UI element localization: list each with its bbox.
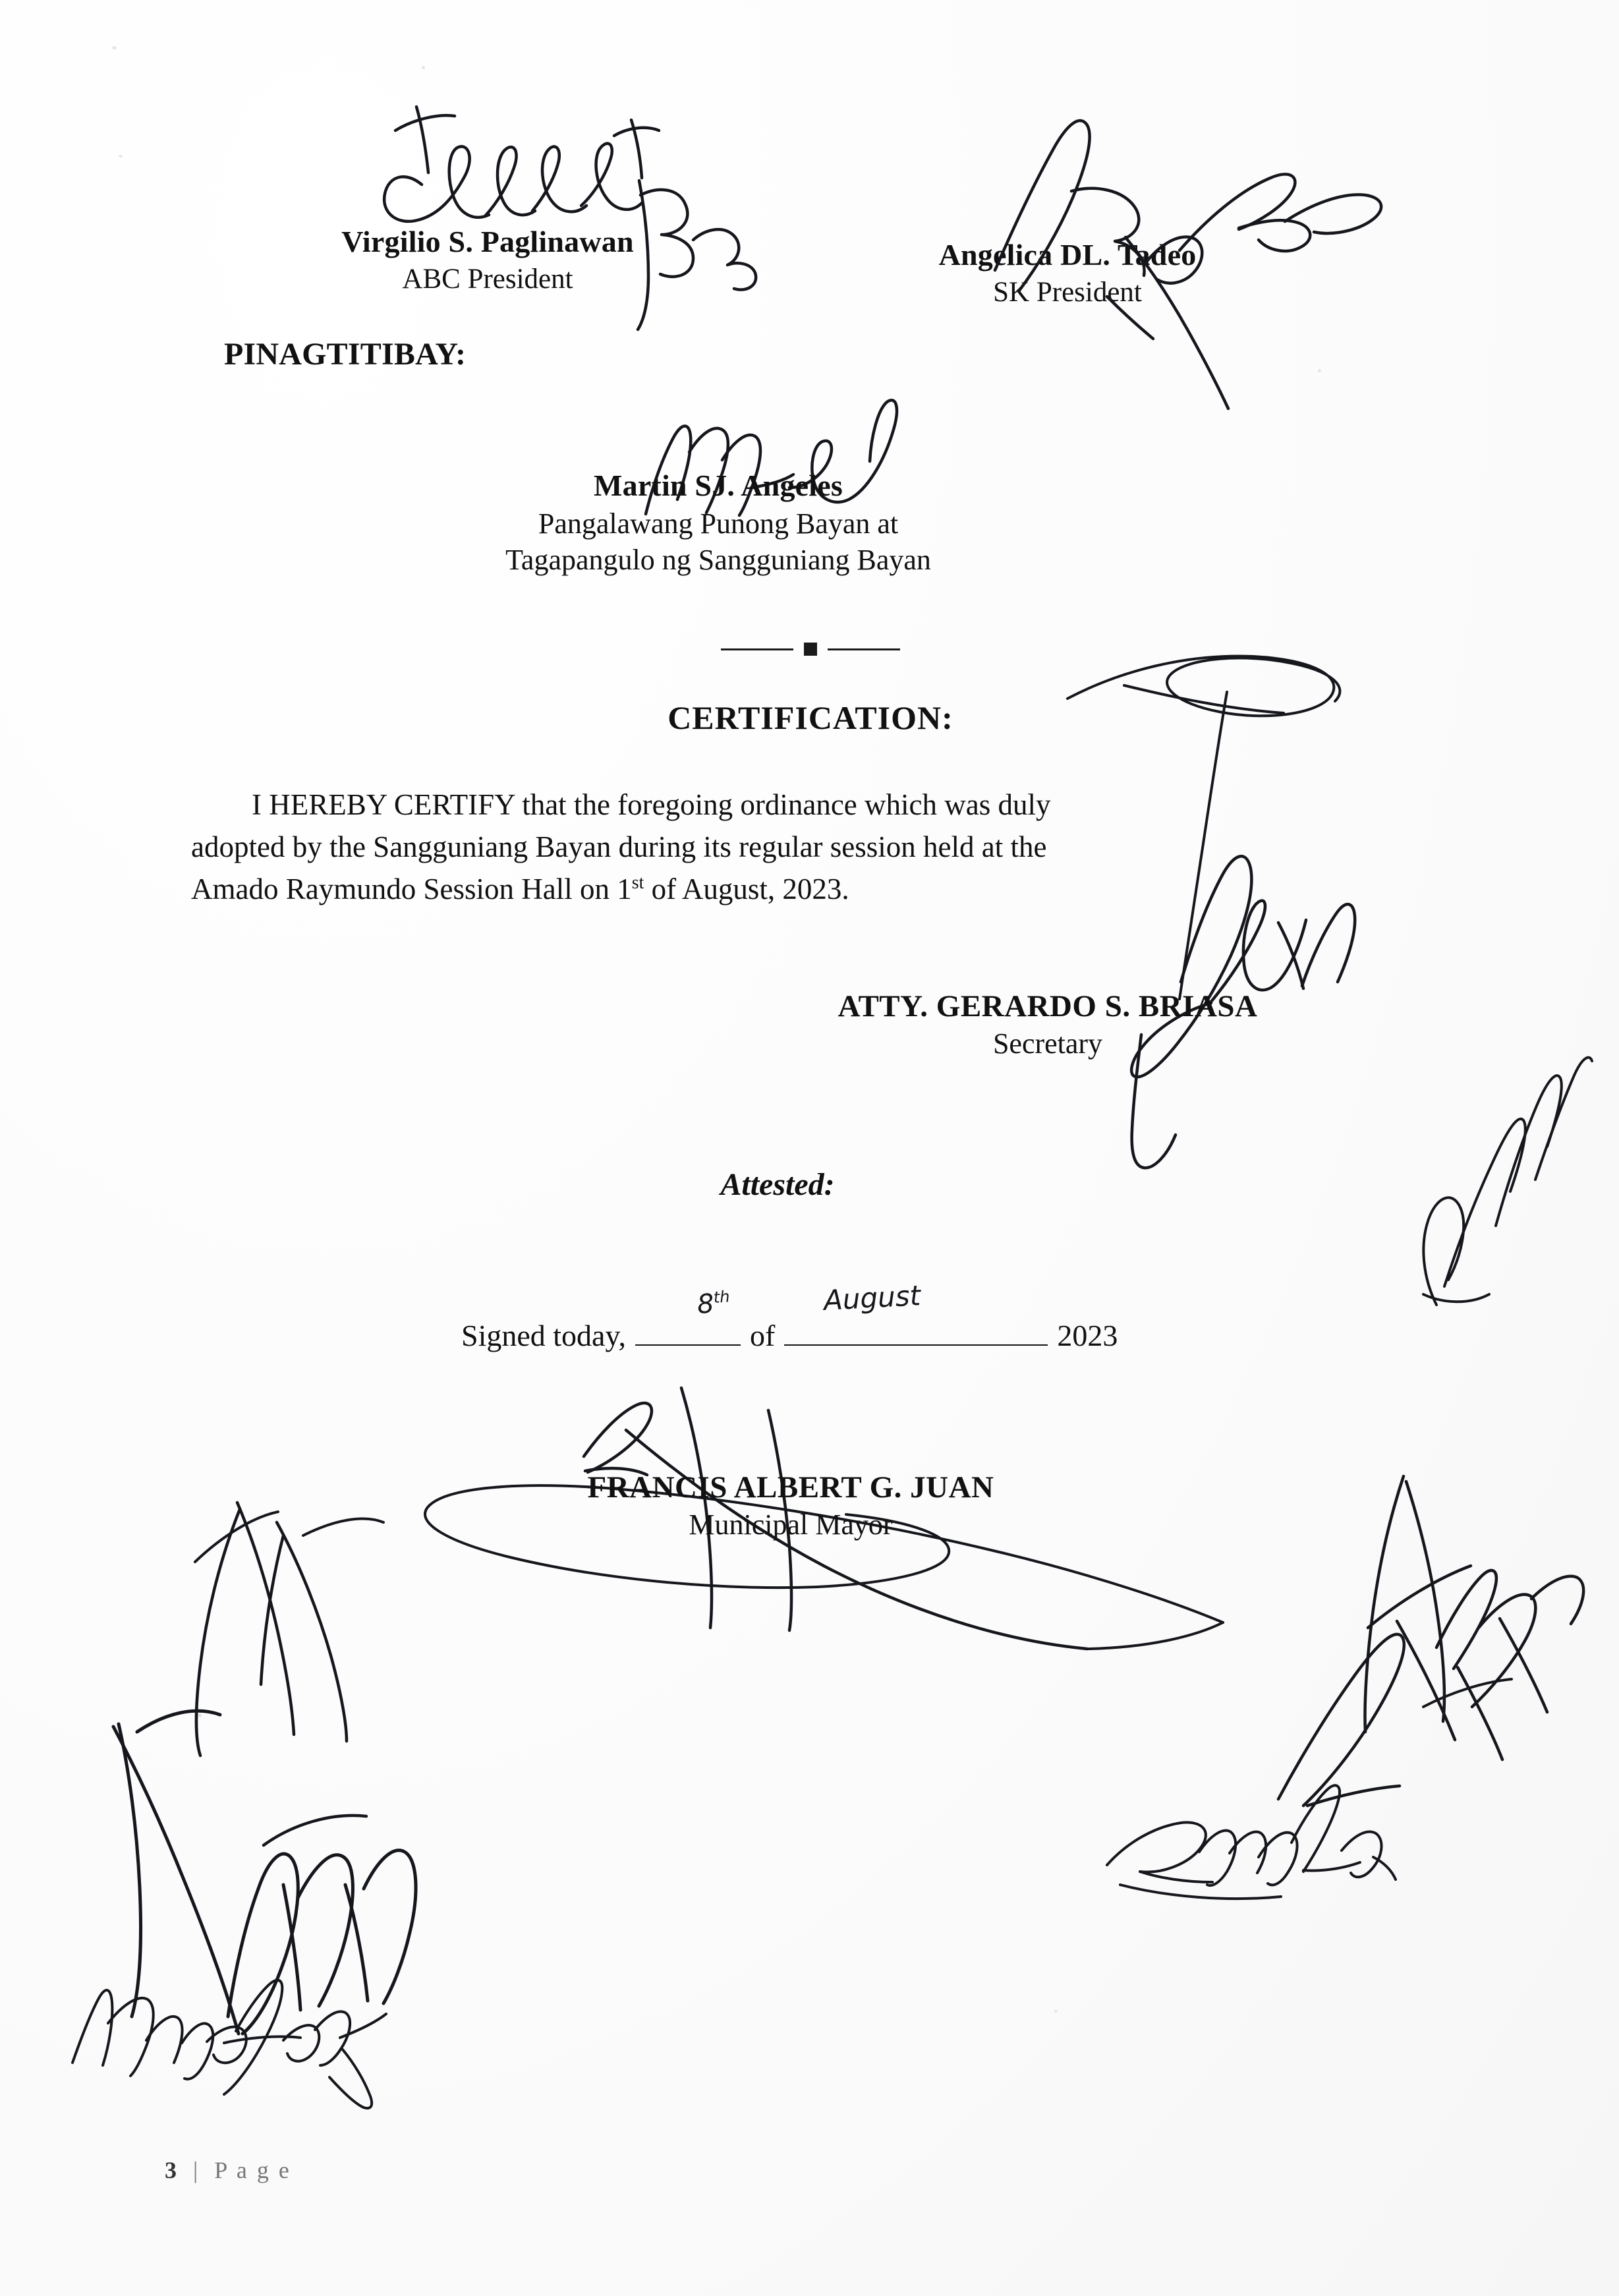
certification-body — [191, 784, 1436, 911]
certification-line-3b: of August, 2023. — [644, 872, 849, 905]
certification-line-3 — [191, 869, 1436, 911]
secretary-block — [712, 989, 1384, 1060]
handwritten-month-text: August — [822, 1279, 922, 1317]
signatory-name: Angelica DL. Tadeo — [938, 238, 1197, 272]
scan-speck — [422, 66, 425, 69]
signed-today-prefix: Signed today, — [461, 1319, 626, 1352]
approver-block — [369, 468, 1067, 577]
divider-bar-left — [721, 648, 793, 650]
signed-today-line — [461, 1318, 1384, 1353]
mayor-title: Municipal Mayor — [689, 1508, 893, 1541]
scan-speck — [198, 1713, 202, 1717]
attested-label — [580, 1166, 975, 1203]
footer-page-label: P a g e — [214, 2157, 291, 2183]
handwritten-day-suffix: th — [712, 1287, 731, 1307]
certification-heading-text: CERTIFICATION: — [667, 699, 953, 736]
secretary-name: ATTY. GERARDO S. BRIASA — [838, 989, 1258, 1023]
signatory-sk-president — [830, 237, 1305, 308]
year-text: 2023 — [1057, 1319, 1118, 1352]
signatory-title: ABC President — [402, 264, 573, 295]
signatory-title: SK President — [993, 277, 1142, 308]
of-label: of — [750, 1319, 776, 1352]
attested-label-text: Attested: — [720, 1167, 835, 1202]
month-blank-rule — [784, 1344, 1048, 1346]
mayor-name: FRANCIS ALBERT G. JUAN — [587, 1470, 994, 1505]
mayor-block — [461, 1470, 1120, 1541]
scan-speck — [119, 155, 123, 158]
footer-page-number: 3 — [165, 2157, 179, 2183]
certification-line-2: adopted by the Sangguniang Bayan during its regular session held at the — [191, 830, 1047, 863]
approver-title-line2: Tagapangulo ng Sangguniang Bayan — [505, 544, 931, 576]
scan-speck — [112, 46, 117, 49]
signatory-abc-president — [250, 224, 725, 295]
scan-speck — [1318, 369, 1321, 372]
secretary-title: Secretary — [992, 1027, 1103, 1060]
day-blank-rule — [635, 1344, 741, 1346]
handwritten-month — [823, 1279, 921, 1317]
attestation-heading-text: PINAGTITIBAY: — [224, 337, 467, 372]
scan-speck — [1054, 2010, 1058, 2013]
certification-line-3a: Amado Raymundo Session Hall on 1 — [191, 872, 632, 905]
page-footer — [165, 2156, 291, 2184]
certification-ordinal-suffix: st — [631, 872, 644, 893]
divider-square — [804, 643, 817, 656]
approver-title-line1: Pangalawang Punong Bayan at — [538, 507, 899, 540]
signatory-name: Virgilio S. Paglinawan — [341, 225, 634, 258]
divider-bar-right — [828, 648, 900, 650]
certification-line-1: I HEREBY CERTIFY that the foregoing ordinance which was duly — [252, 788, 1051, 821]
section-divider — [698, 639, 923, 659]
handwritten-day-number: 8 — [696, 1288, 716, 1321]
footer-separator: | — [193, 2157, 200, 2183]
handwritten-day — [696, 1287, 731, 1320]
approver-name: Martin SJ. Angeles — [594, 469, 843, 502]
attestation-heading — [224, 336, 593, 372]
certification-heading — [481, 699, 1140, 737]
